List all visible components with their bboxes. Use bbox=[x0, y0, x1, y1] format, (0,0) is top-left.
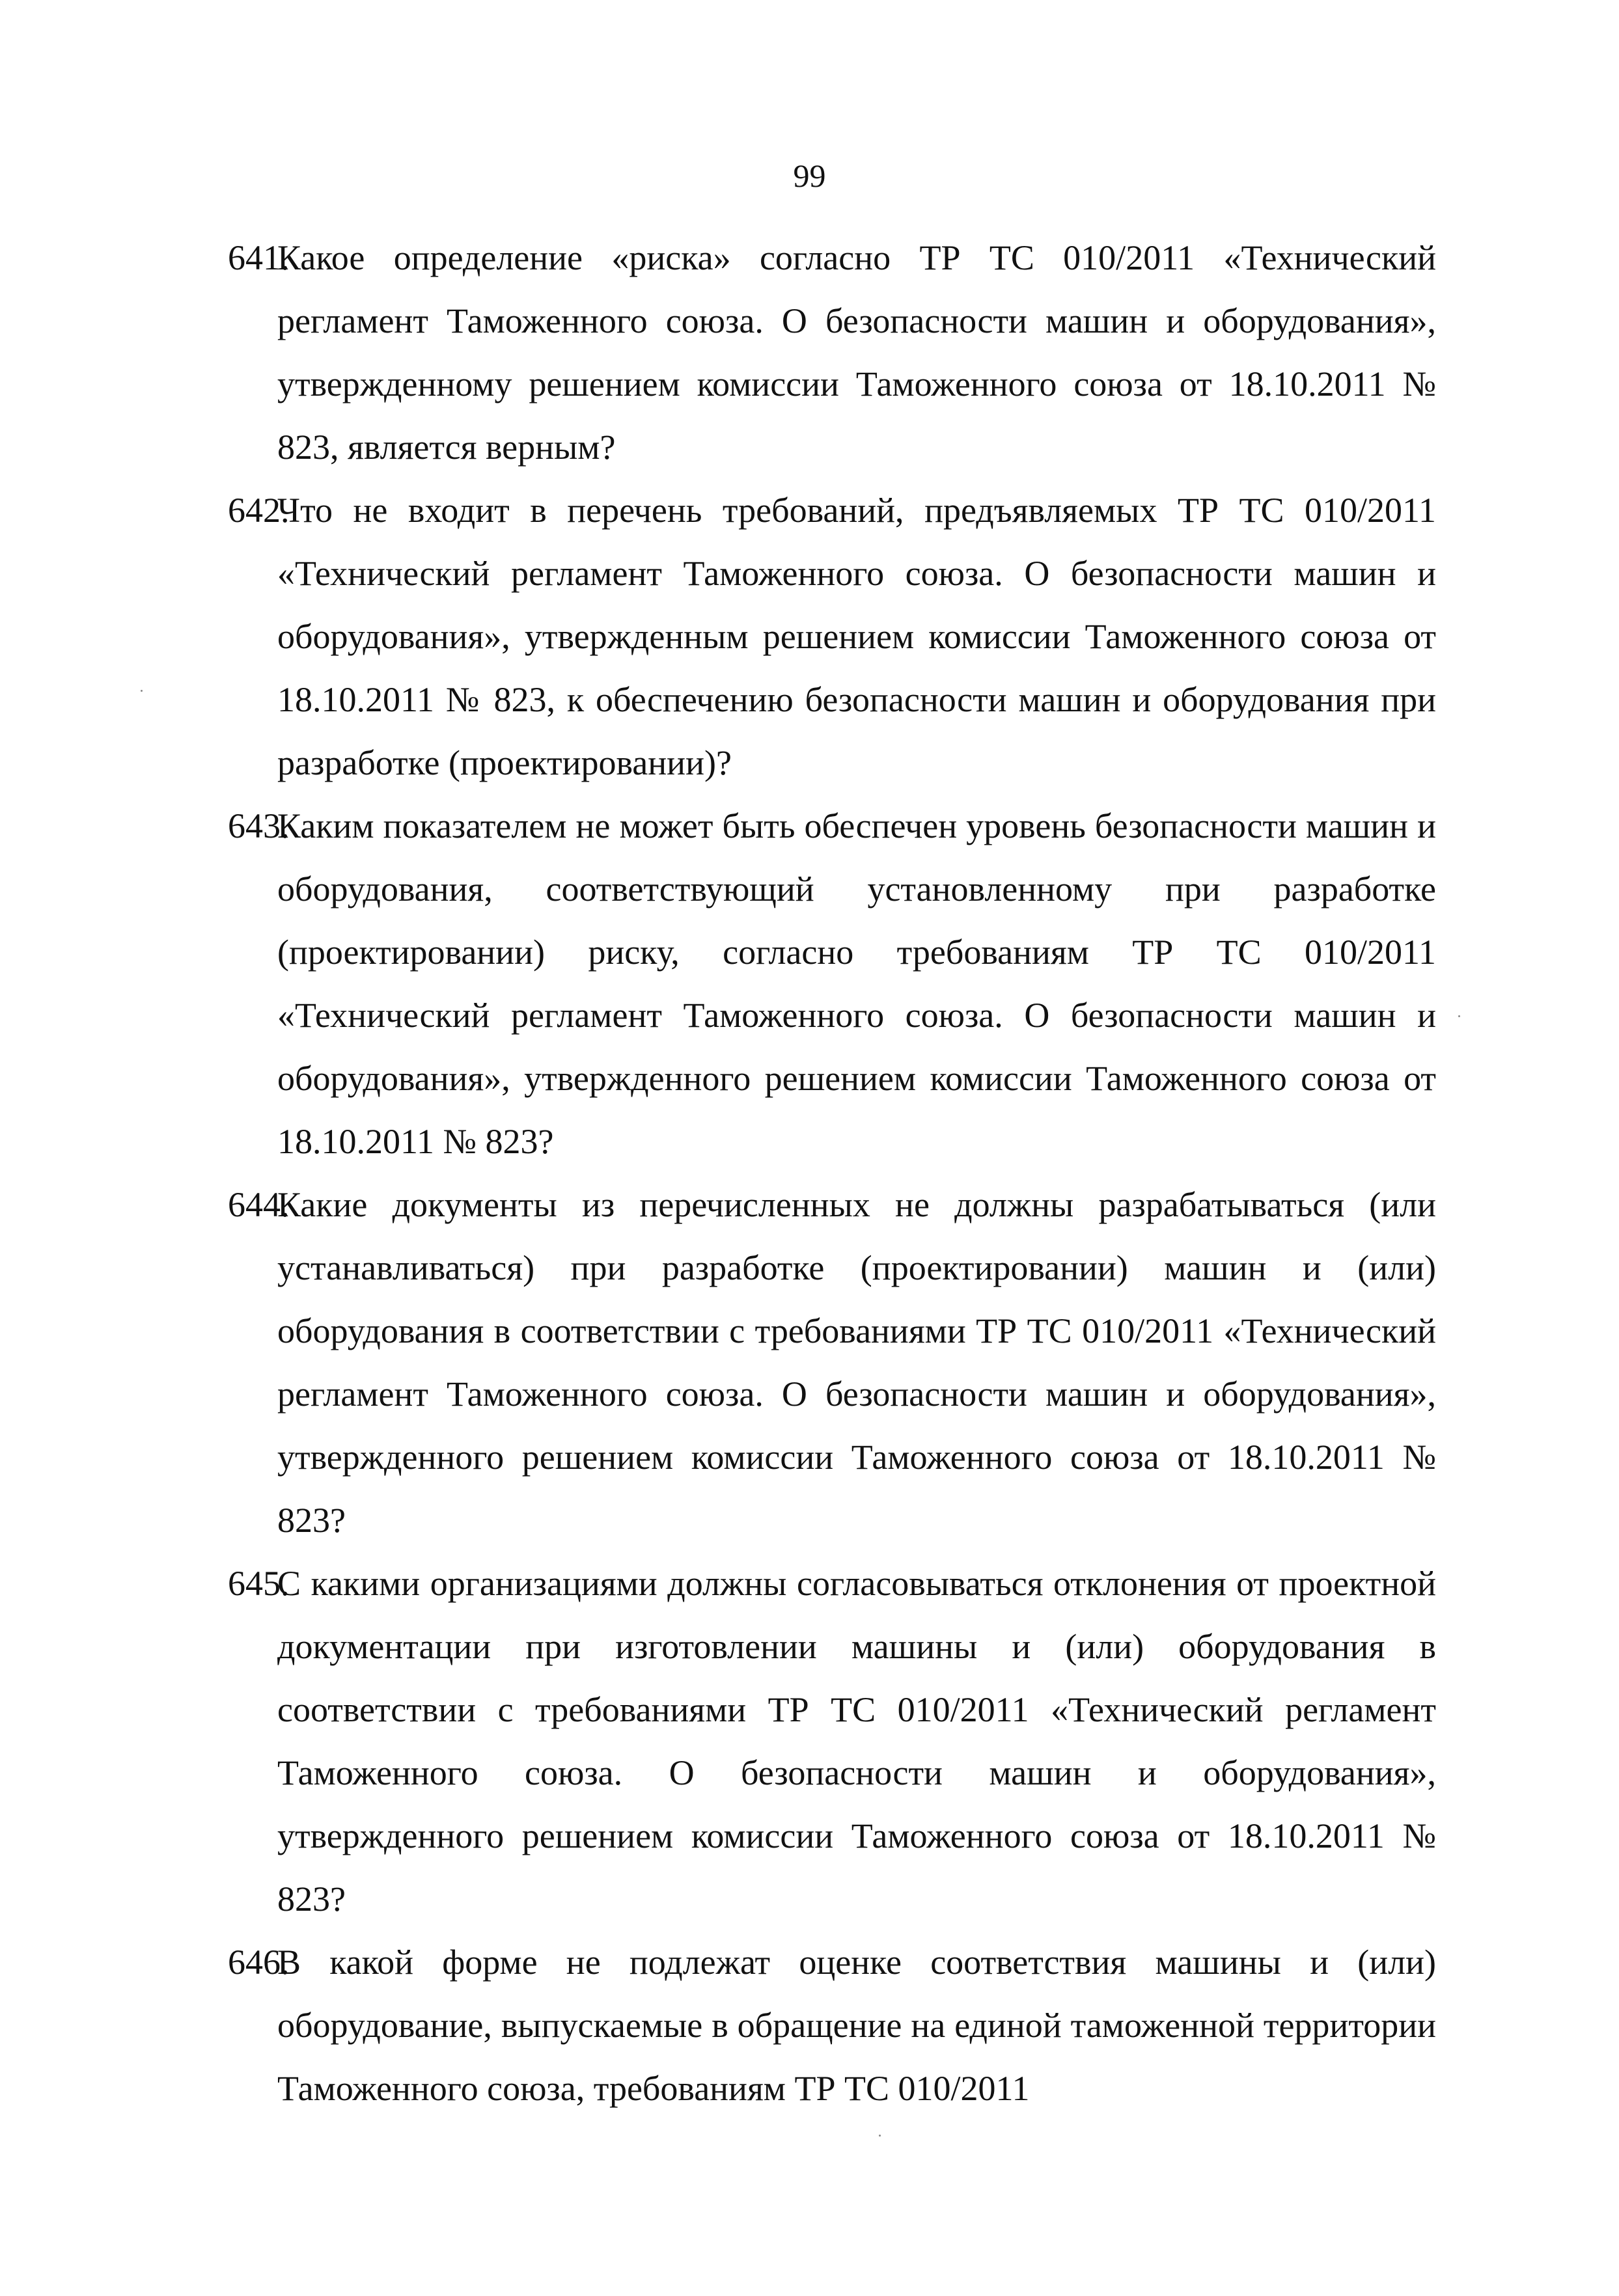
scan-speck bbox=[879, 2135, 881, 2137]
question-item bbox=[228, 226, 1436, 479]
question-list bbox=[228, 226, 1436, 2120]
question-number: 642. bbox=[228, 491, 290, 530]
page-number: 99 bbox=[793, 157, 826, 194]
question-text: Что не входит в перечень требований, предъявляемых ТР ТС 010/2011 «Технический регламент Таможенного союза. О безопасности машин и оборудования», утвержденным решением комиссии Таможенного союза от 18.10.2011 № 823, к обеспечению безопасности машин и оборудования при разработке (проектировании)? bbox=[277, 491, 1436, 782]
question-text: Какое определение «риска» согласно ТР ТС 010/2011 «Технический регламент Таможенного союза. О безопасности машин и оборудования», утвержденному решением комиссии Таможенного союза от 18.10.2011 № 823, является верным? bbox=[277, 238, 1436, 467]
scan-speck bbox=[1458, 1015, 1460, 1017]
question-text: С какими организациями должны согласовываться отклонения от проектной документации при изготовлении машины и (или) оборудования в соответствии с требованиями ТР ТС 010/2011 «Технический регламент Таможенного союза. О безопасности машин и оборудования», утвержденного решением комиссии Таможенного союза от 18.10.2011 № 823? bbox=[277, 1564, 1436, 1919]
question-item bbox=[228, 795, 1436, 1173]
question-number: 646. bbox=[228, 1943, 290, 1982]
question-text: Каким показателем не может быть обеспечен уровень безопасности машин и оборудования, соответствующий установленному при разработке (проектировании) риску, согласно требованиям ТР ТС 010/2011 «Технический регламент Таможенного союза. О безопасности машин и оборудования», утвержденного решением комиссии Таможенного союза от 18.10.2011 № 823? bbox=[277, 806, 1436, 1161]
question-number: 645. bbox=[228, 1564, 290, 1603]
question-number: 641. bbox=[228, 238, 290, 277]
question-text: Какие документы из перечисленных не должны разрабатываться (или устанавливаться) при разработке (проектировании) машин и (или) оборудования в соответствии с требованиями ТР ТС 010/2011 «Технический регламент Таможенного союза. О безопасности машин и оборудования», утвержденного решением комиссии Таможенного союза от 18.10.2011 № 823? bbox=[277, 1185, 1436, 1540]
question-item bbox=[228, 479, 1436, 795]
question-number: 644. bbox=[228, 1185, 290, 1224]
question-item bbox=[228, 1173, 1436, 1552]
scan-speck bbox=[141, 690, 143, 692]
question-item bbox=[228, 1552, 1436, 1931]
question-number: 643. bbox=[228, 806, 290, 845]
question-item bbox=[228, 1931, 1436, 2120]
question-text: В какой форме не подлежат оценке соответствия машины и (или) оборудование, выпускаемые в обращение на единой таможенной территории Таможенного союза, требованиям ТР ТС 010/2011 bbox=[277, 1943, 1436, 2108]
